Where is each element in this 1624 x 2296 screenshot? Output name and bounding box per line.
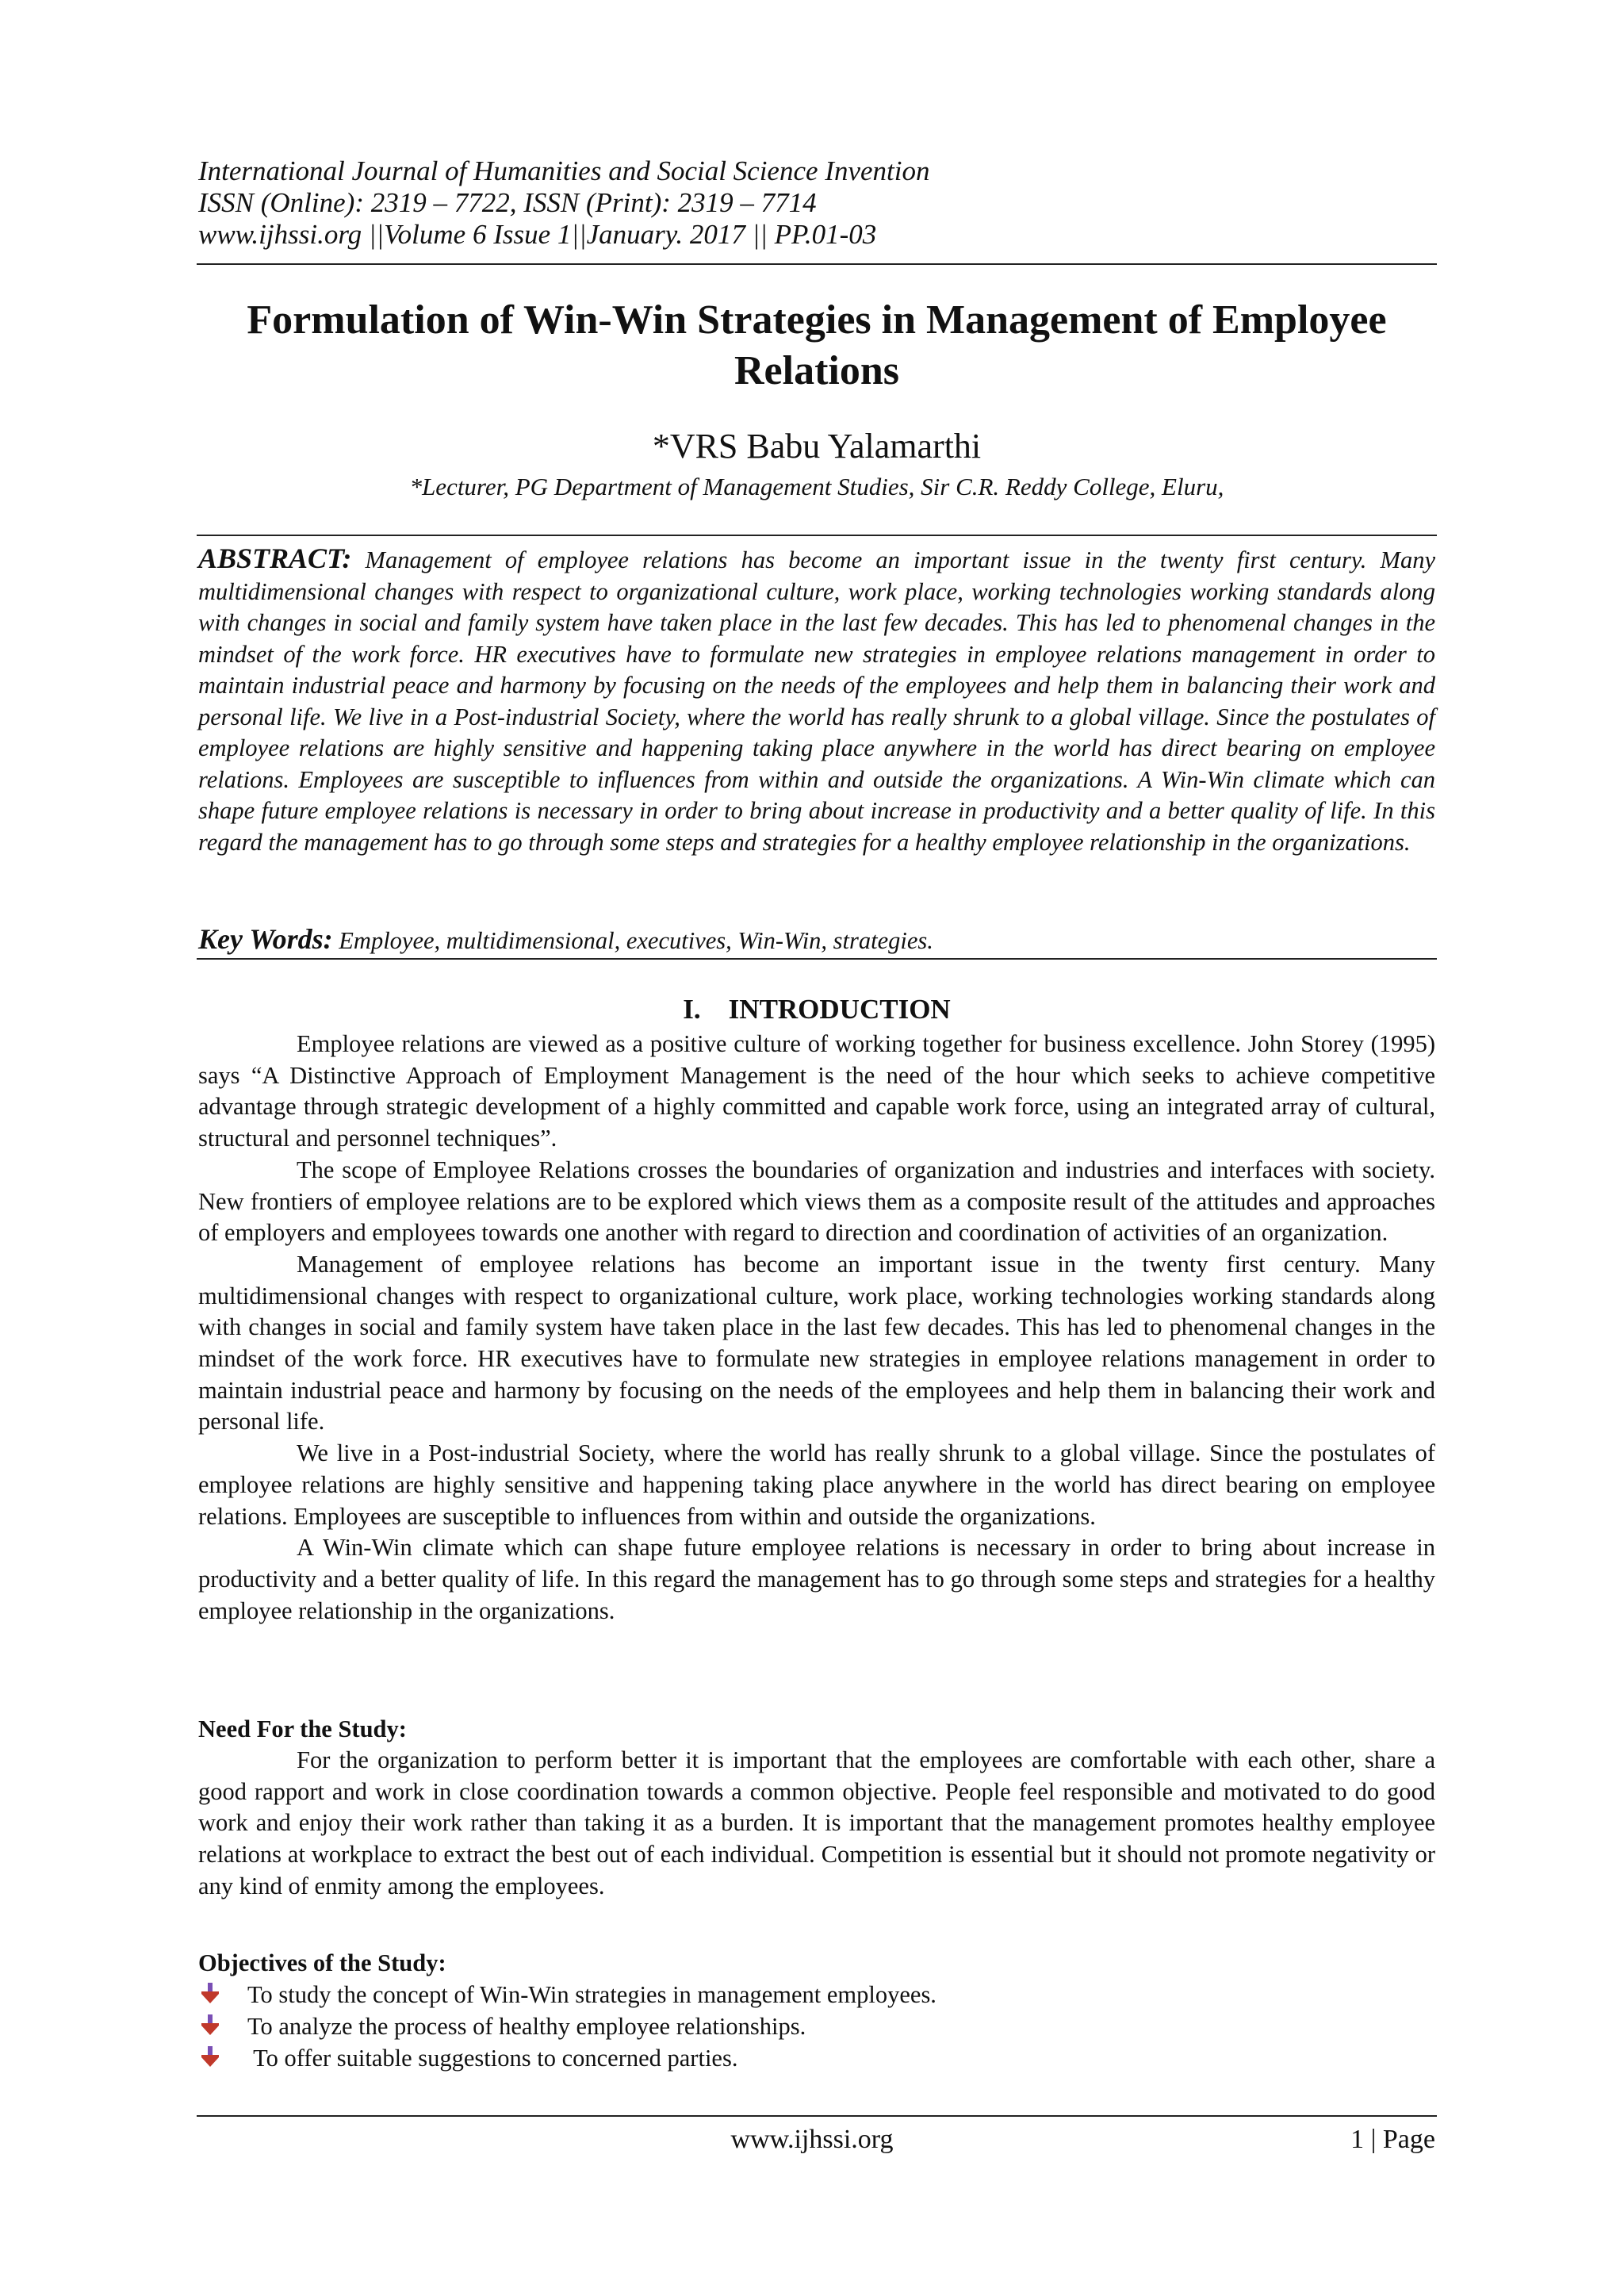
journal-name: International Journal of Humanities and Social Science Invention xyxy=(198,155,930,186)
footer-rule xyxy=(197,2115,1437,2117)
abstract-text: Management of employee relations has become an important issue in the twenty first century. Many multidimensional changes with respect to organizational culture, work place, working technologies working standards along with changes in social and family system have taken place in the last few decades. This has led to phenomenal changes in the mindset of the work force. HR executives have to formulate new strategies in employee relations management in order to maintain industrial peace and harmony by focusing on the needs of the employees and help them in balancing their work and personal life. We live in a Post-industrial Society, where the world has really shrunk to a global village. Since the postulates of employee relations are highly sensitive and happening taking place anywhere in the world has direct bearing on employee relations. Employees are susceptible to influences from within and outside the organizations. A Win-Win climate which can shape future employee relations is necessary in order to bring about increase in productivity and a better quality of life. In this regard the management has to go through some steps and strategies for a healthy employee relationship in the organizations. xyxy=(198,546,1435,856)
keywords-label: Key Words: xyxy=(198,923,333,955)
objective-item xyxy=(198,2042,1435,2074)
section-heading-introduction: I. INTRODUCTION xyxy=(683,994,951,1025)
page-number: 1 | Page xyxy=(1350,2125,1435,2154)
journal-issn: ISSN (Online): 2319 – 7722, ISSN (Print): 2319 – 7714 xyxy=(198,187,817,218)
subheading-objectives: Objectives of the Study: xyxy=(198,1949,446,1976)
down-arrow-bullet-icon xyxy=(200,2045,220,2068)
keywords xyxy=(198,923,1435,956)
author-name: *VRS Babu Yalamarthi xyxy=(652,427,982,466)
objective-item xyxy=(198,1979,1435,2010)
intro-paragraph: A Win-Win climate which can shape future employee relations is necessary in order to bring about increase in productivity and a better quality of life. In this regard the management has to go through some steps and strategies for a healthy employee relationship in the organizations. xyxy=(198,1534,1435,1624)
need-paragraph: For the organization to perform better it is important that the employees are comfortable with each other, share a good rapport and work in close coordination towards a common objective. People feel responsible and motivated to do good work and enjoy their work rather than taking it as a burden. It is important that the management promotes healthy employee relations at workplace to extract the best out of each individual. Competition is essential but it should not promote negativity or any kind of enmity among the employees. xyxy=(198,1746,1435,1899)
objectives-list xyxy=(198,1979,1435,2074)
keywords-text: Employee, multidimensional, executives, Win-Win, strategies. xyxy=(339,927,933,954)
introduction-body xyxy=(198,1029,1435,1627)
objective-text: To analyze the process of healthy employee relationships. xyxy=(247,2013,806,2040)
need-body xyxy=(198,1745,1435,1903)
objective-item xyxy=(198,2010,1435,2042)
objective-text: To study the concept of Win-Win strategies in management employees. xyxy=(247,1981,936,2008)
objective-text: To offer suitable suggestions to concerned parties. xyxy=(247,2045,738,2072)
abstract xyxy=(198,543,1435,858)
intro-paragraph: Employee relations are viewed as a positive culture of working together for business excellence. John Storey (1995) says “A Distinctive Approach of Employment Management is the need of the hour which seeks to achieve competitive advantage through strategic development of a highly committed and capable work force, using an integrated array of cultural, structural and personnel techniques”. xyxy=(198,1030,1435,1152)
intro-paragraph: We live in a Post-industrial Society, where the world has really shrunk to a global village. Since the postulates of employee relations are highly sensitive and happening taking place anywhere in the world has direct bearing on employee relations. Employees are susceptible to influences from within and outside the organizations. xyxy=(198,1439,1435,1530)
abstract-label: ABSTRACT: xyxy=(198,542,352,574)
intro-paragraph: The scope of Employee Relations crosses the boundaries of organization and industries and interfaces with society. New frontiers of employee relations are to be explored which views them as a composite result of the attitudes and approaches of employers and employees towards one another with regard to direction and coordination of activities of an organization. xyxy=(198,1156,1435,1247)
down-arrow-bullet-icon xyxy=(200,2013,220,2037)
abstract-top-rule xyxy=(197,535,1437,536)
author-affiliation: *Lecturer, PG Department of Management Studies, Sir C.R. Reddy College, Eluru, xyxy=(409,473,1224,500)
journal-header xyxy=(198,155,1435,251)
paper-title: Formulation of Win-Win Strategies in Management of Employee Relations xyxy=(247,297,1387,393)
down-arrow-bullet-icon xyxy=(200,1981,220,2005)
abstract-bottom-rule xyxy=(197,958,1437,960)
header-rule xyxy=(197,263,1437,265)
intro-paragraph: Management of employee relations has become an important issue in the twenty first century. Many multidimensional changes with respect to organizational culture, work place, working technologies working standards along with changes in social and family system have taken place in the last few decades. This has led to phenomenal changes in the mindset of the work force. HR executives have to formulate new strategies in employee relations management in order to maintain industrial peace and harmony by focusing on the needs of the employees and help them in balancing their work and personal life. xyxy=(198,1250,1435,1435)
journal-volume: www.ijhssi.org ||Volume 6 Issue 1||January. 2017 || PP.01-03 xyxy=(198,219,877,250)
footer-url: www.ijhssi.org xyxy=(730,2125,894,2154)
subheading-need: Need For the Study: xyxy=(198,1715,407,1742)
